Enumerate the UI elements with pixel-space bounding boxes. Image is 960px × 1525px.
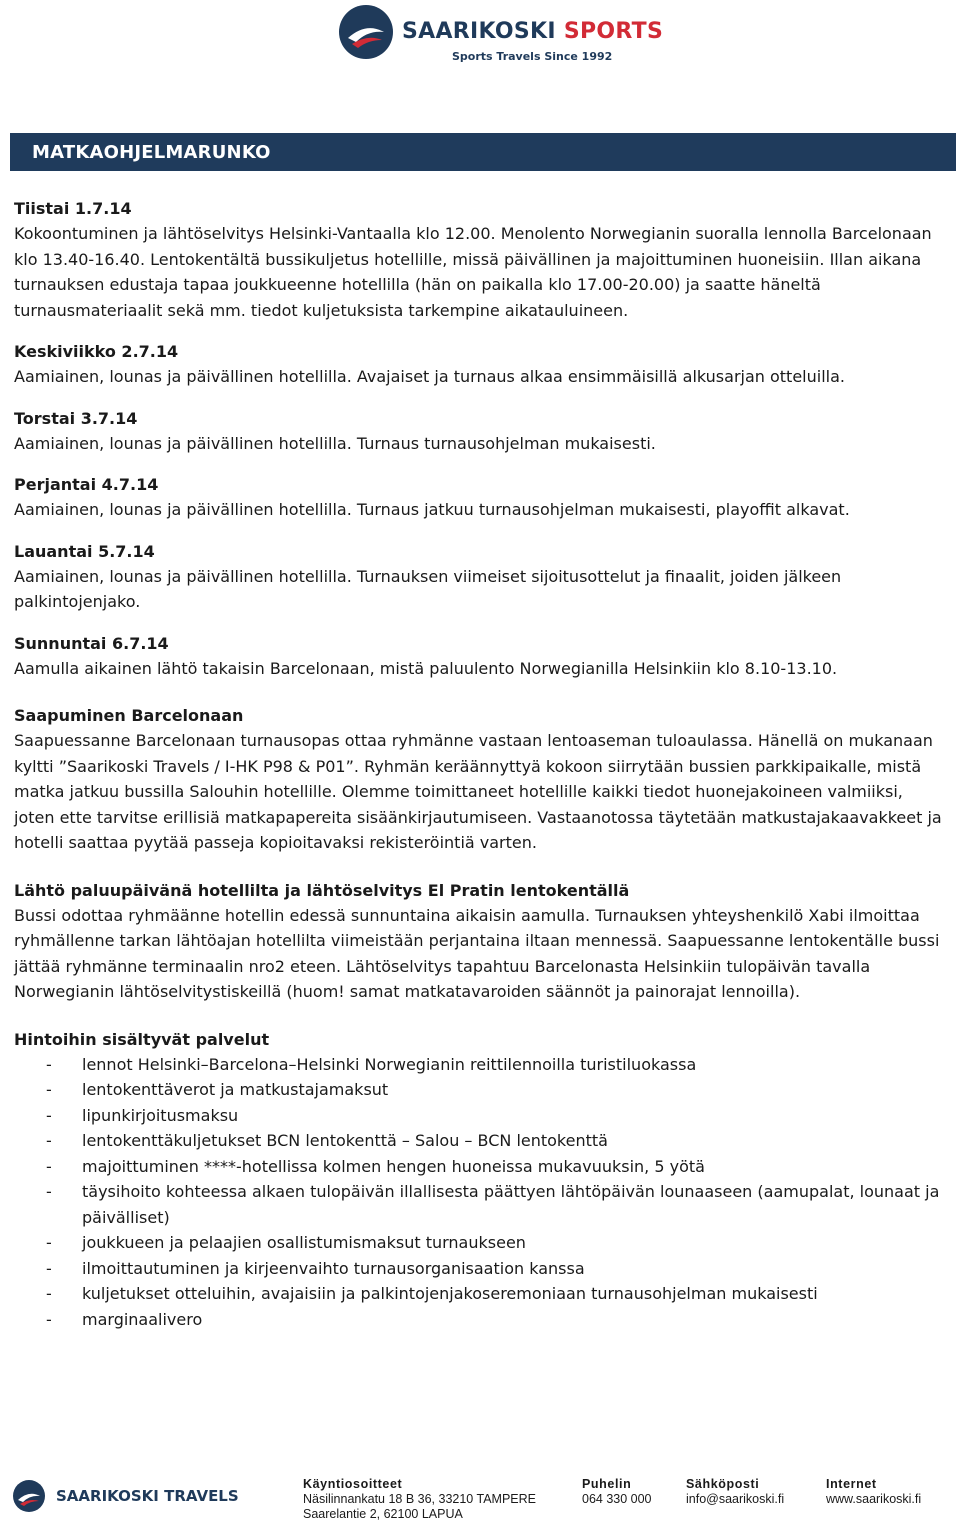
footer-email	[686, 1477, 784, 1507]
day-title: Perjantai 4.7.14	[14, 475, 159, 494]
address-line: Näsilinnankatu 18 B 36, 33210 TAMPERE	[303, 1492, 537, 1506]
services-title: Hintoihin sisältyvät palvelut	[14, 1029, 270, 1049]
day-text: Aamiainen, lounas ja päivällinen hotellilla. Turnaus turnausohjelman mukaisesti.	[14, 433, 656, 453]
dash-bullet: -	[46, 1233, 52, 1252]
list-item-text: marginaalivero	[82, 1309, 203, 1329]
list-item	[14, 1256, 944, 1282]
day-text: Aamulla aikainen lähtö takaisin Barcelonaan, mistä paluulento Norwegianilla Helsinkiin klo 8.10-13.10.	[14, 658, 838, 678]
footer-logo	[12, 1475, 252, 1515]
list-item	[14, 1154, 944, 1180]
arrival-section	[14, 703, 944, 856]
footer-logo-text: SAARIKOSKI TRAVELS	[56, 1487, 239, 1505]
departure-section	[14, 878, 944, 1005]
list-item-text: lentokenttäverot ja matkustajamaksut	[82, 1080, 389, 1099]
day-text: Aamiainen, lounas ja päivällinen hotellilla. Avajaiset ja turnaus alkaa ensimmäisillä alkusarjan otteluilla.	[14, 367, 845, 386]
list-item	[14, 1103, 944, 1129]
header-logo	[338, 4, 668, 66]
address-label: Käyntiosoitteet	[303, 1477, 403, 1491]
footer-phone	[582, 1477, 652, 1507]
arrival-text: Saapuessanne Barcelonaan turnausopas ottaa ryhmänne vastaan lentoaseman tuloaulassa. Hänellä on mukanaan kyltti ”Saarikoski Travels / I-HK P98 & P01”. Ryhmän keräännyttyä kokoon siirrytään bussien parkkipaikalle, mistä matka jatkuu bussilla Salouhin hotellille. Olemme toimittaneet hotellille kaikki tiedot huonejakoineen valmiiksi, joten ette tarvitse erillisiä matkapapereita sisäänkirjautumiseen. Vastaanotossa täytetään matkustajakaavakkeet ja hotelli saattaa pyytää passeja kopioitavaksi rekisteröintiä varten.	[14, 731, 942, 852]
email-label: Sähköposti	[686, 1477, 760, 1491]
services-section	[14, 1027, 944, 1333]
logo-tagline: Sports Travels Since 1992	[452, 50, 613, 63]
logo-main-text: SAARIKOSKI	[402, 19, 556, 44]
list-item-text: majoittuminen ****-hotellissa kolmen hengen huoneissa mukavuuksin, 5 yötä	[82, 1156, 705, 1176]
dash-bullet: -	[46, 1284, 52, 1303]
dash-bullet: -	[46, 1131, 52, 1150]
dash-bullet: -	[46, 1105, 52, 1125]
banner-title: MATKAOHJELMARUNKO	[32, 142, 271, 163]
day-title: Torstai 3.7.14	[14, 408, 138, 428]
day-title: Keskiviikko 2.7.14	[14, 342, 179, 361]
email-link[interactable]: info@saarikoski.fi	[686, 1492, 785, 1506]
footer-web	[826, 1477, 921, 1507]
arrival-title: Saapuminen Barcelonaan	[14, 706, 244, 725]
list-item-text: lipunkirjoitusmaksu	[82, 1105, 239, 1125]
list-item-text: joukkueen ja pelaajien osallistumismaksut turnaukseen	[82, 1233, 526, 1252]
day-section	[14, 196, 944, 323]
web-label: Internet	[826, 1477, 877, 1491]
web-link[interactable]: www.saarikoski.fi	[826, 1492, 922, 1506]
itinerary-content	[14, 196, 944, 1332]
logo-wordmark	[402, 19, 663, 44]
day-section	[14, 339, 944, 390]
day-section	[14, 406, 944, 457]
phone-value: 064 330 000	[582, 1492, 652, 1506]
day-title: Tiistai 1.7.14	[14, 199, 132, 218]
list-item-text: lennot Helsinki–Barcelona–Helsinki Norwegianin reittilennoilla turistiluokassa	[82, 1054, 697, 1074]
sports-logo-icon	[338, 4, 394, 60]
list-item	[14, 1281, 944, 1307]
list-item	[14, 1052, 944, 1078]
list-item-text: lentokenttäkuljetukset BCN lentokenttä – Salou – BCN lentokenttä	[82, 1131, 608, 1150]
dash-bullet: -	[46, 1258, 52, 1278]
dash-bullet: -	[46, 1080, 52, 1099]
dash-bullet: -	[46, 1309, 52, 1329]
list-item	[14, 1128, 944, 1154]
list-item-text: kuljetukset otteluihin, avajaisiin ja palkintojenjakoseremoniaan turnausohjelman mukaisesti	[82, 1284, 818, 1303]
list-item	[14, 1077, 944, 1103]
services-list	[14, 1052, 944, 1333]
day-text: Kokoontuminen ja lähtöselvitys Helsinki-Vantaalla klo 12.00. Menolento Norwegianin suoralla lennolla Barcelonaan klo 13.40-16.40. Lentokentältä bussikuljetus hotellille, missä päivällinen ja majoittuminen huoneisiin. Illan aikana turnauksen edustaja tapaa joukkueenne hotellilla (hän on paikalla klo 17.00-20.00) ja saatte häneltä turnausmateriaalit sekä mm. tiedot kuljetuksista tarkempine aikatauluineen.	[14, 224, 932, 320]
departure-text: Bussi odottaa ryhmäänne hotellin edessä sunnuntaina aikaisin aamulla. Turnauksen yhteyshenkilö Xabi ilmoittaa ryhmällenne tarkan lähtöajan hotellilta viimeistään perjantaina iltaan mennessä. Saapuessanne lentokentälle bussi jättää ryhmänne terminaalin nro2 eteen. Lähtöselvitys tapahtuu Barcelonasta Helsinkiin tulopäivän tavalla Norwegianin lähtöselvitystiskeillä (huom! samat matkatavaroiden säännöt ja painorajat lennoilla).	[14, 905, 940, 1001]
list-item	[14, 1307, 944, 1333]
day-section	[14, 539, 944, 615]
phone-label: Puhelin	[582, 1477, 632, 1491]
address-line: Saarelantie 2, 62100 LAPUA	[303, 1507, 463, 1521]
list-item	[14, 1179, 944, 1230]
day-title: Lauantai 5.7.14	[14, 541, 155, 561]
day-text: Aamiainen, lounas ja päivällinen hotellilla. Turnauksen viimeiset sijoitusottelut ja finaalit, joiden jälkeen palkintojenjako.	[14, 566, 842, 611]
list-item-text: ilmoittautuminen ja kirjeenvaihto turnausorganisaation kanssa	[82, 1258, 585, 1278]
footer-address	[303, 1477, 536, 1522]
day-section	[14, 472, 944, 523]
list-item-text: täysihoito kohteessa alkaen tulopäivän illallisesta päättyen lähtöpäivän lounaaseen (aamupalat, lounaat ja päivälliset)	[82, 1182, 940, 1227]
title-banner	[10, 133, 956, 171]
logo-accent-text: SPORTS	[563, 19, 664, 44]
dash-bullet: -	[46, 1182, 52, 1201]
dash-bullet: -	[46, 1054, 52, 1074]
day-section	[14, 631, 944, 682]
dash-bullet: -	[46, 1156, 52, 1176]
day-title: Sunnuntai 6.7.14	[14, 633, 169, 653]
day-text: Aamiainen, lounas ja päivällinen hotellilla. Turnaus jatkuu turnausohjelman mukaisesti, playoffit alkavat.	[14, 500, 850, 519]
list-item	[14, 1230, 944, 1256]
travels-logo-icon	[12, 1479, 46, 1513]
departure-title: Lähtö paluupäivänä hotellilta ja lähtöselvitys El Pratin lentokentällä	[14, 880, 630, 900]
